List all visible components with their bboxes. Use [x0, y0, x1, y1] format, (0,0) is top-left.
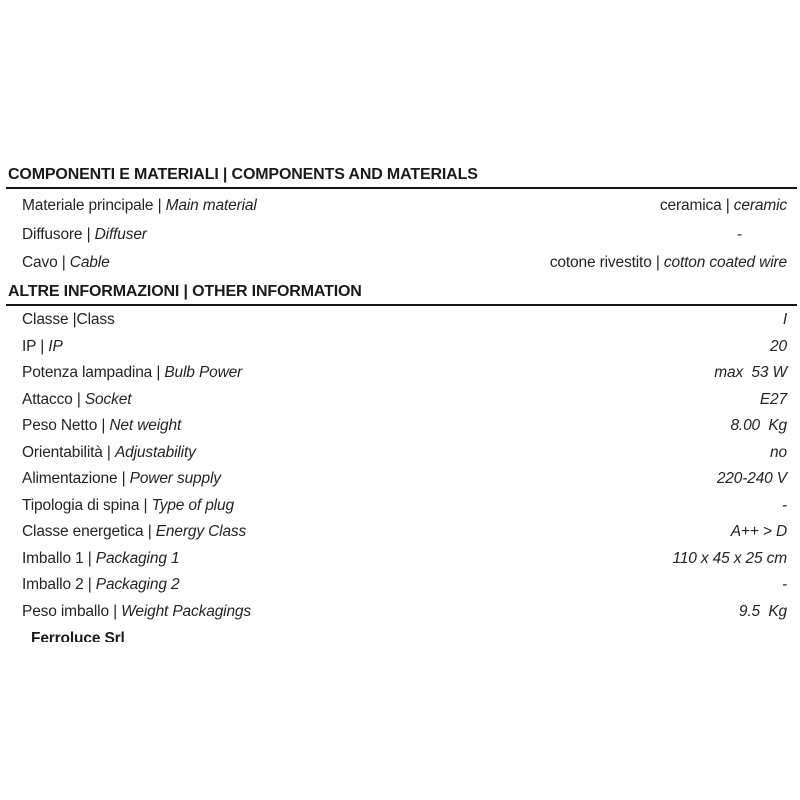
label-english: Class [76, 311, 115, 329]
spec-row-weight-packagings [0, 599, 800, 626]
section-components-materials [0, 192, 800, 278]
label-english: Power supply [129, 470, 221, 488]
spec-row-bulb-power [0, 360, 800, 387]
spec-value: no [770, 443, 787, 461]
label-english: IP [48, 337, 63, 355]
section-other-information [0, 307, 800, 625]
label-separator: | [102, 443, 115, 461]
label-english: Bulb Power [164, 364, 243, 382]
label-english: Adjustability [114, 443, 196, 461]
spec-row-cable [0, 249, 800, 278]
spec-label [22, 417, 181, 435]
spec-value: 220-240 V [716, 470, 787, 488]
spec-label [22, 444, 196, 462]
spec-value: I [782, 311, 787, 329]
label-separator: | [143, 523, 156, 541]
label-english: Packaging 1 [95, 549, 180, 567]
spec-row-energy-class [0, 519, 800, 546]
label-italian: Peso imballo [22, 602, 109, 620]
label-italian: Imballo 1 [22, 549, 84, 567]
spec-row-power-supply [0, 466, 800, 493]
spec-label [22, 523, 246, 541]
spec-label [22, 576, 179, 594]
spec-label [22, 550, 179, 568]
label-english: Packaging 2 [95, 576, 180, 594]
label-italian: Imballo 2 [22, 576, 84, 594]
spec-row-class [0, 307, 800, 334]
spec-label [22, 603, 251, 621]
spec-value: - [781, 576, 787, 594]
spec-row-socket [0, 387, 800, 414]
label-separator: | [108, 602, 122, 620]
label-separator: | [82, 225, 95, 243]
label-separator: | [152, 364, 165, 382]
label-english: Cable [69, 254, 110, 272]
spec-label [22, 197, 257, 215]
label-english: Socket [84, 390, 132, 408]
spec-row-main-material [0, 192, 800, 221]
spec-value: A++ > D [730, 523, 787, 541]
label-separator: | [57, 254, 70, 272]
spec-row-diffuser [0, 221, 800, 250]
label-separator: | [36, 337, 49, 355]
spec-value: 8.00 Kg [730, 417, 787, 435]
label-italian: Diffusore [22, 225, 83, 243]
label-separator: | [72, 390, 85, 408]
spec-row-packaging-1 [0, 546, 800, 573]
spec-value: 20 [770, 337, 787, 355]
value-italian: cotone rivestito [549, 254, 652, 272]
section-header-components-materials: COMPONENTI E MATERIALI | COMPONENTS AND MATERIALS [6, 166, 797, 189]
label-separator: | [83, 576, 96, 594]
value-separator: | [651, 254, 664, 272]
label-italian: Peso Netto [22, 417, 98, 435]
spec-value: - [781, 496, 787, 514]
label-italian: IP [22, 337, 37, 355]
label-italian: Tipologia di spina [22, 496, 140, 514]
label-italian: Classe energetica [22, 523, 144, 541]
spec-label [22, 470, 221, 488]
spec-value [660, 197, 787, 215]
spec-value: 110 x 45 x 25 cm [672, 549, 787, 567]
label-english: Net weight [109, 417, 182, 435]
value-italian: ceramica [659, 197, 722, 215]
spec-row-ip [0, 334, 800, 361]
spec-row-packaging-2 [0, 572, 800, 599]
spec-value: 9.5 Kg [738, 602, 787, 620]
label-italian: Attacco [22, 390, 73, 408]
label-separator: | [97, 417, 110, 435]
label-english: Weight Packagings [121, 602, 252, 620]
spec-row-adjustability [0, 440, 800, 467]
label-italian: Orientabilità [22, 443, 103, 461]
spec-label [22, 364, 242, 382]
label-english: Type of plug [151, 496, 234, 514]
value-english: cotton coated wire [663, 254, 787, 272]
spec-value: E27 [759, 390, 787, 408]
label-separator: | [83, 549, 96, 567]
spec-value [550, 254, 787, 272]
label-english: Diffuser [94, 225, 147, 243]
value-separator: | [721, 197, 734, 215]
spec-value: - [736, 225, 742, 243]
spec-label [22, 226, 147, 244]
section-header-other-information: ALTRE INFORMAZIONI | OTHER INFORMATION [6, 283, 797, 306]
label-english: Main material [165, 197, 257, 215]
spec-row-net-weight [0, 413, 800, 440]
label-italian: Materiale principale [22, 197, 154, 215]
spec-value: max 53 W [714, 364, 787, 382]
label-italian: Cavo [22, 254, 58, 272]
label-italian: Alimentazione [22, 470, 118, 488]
label-separator: | [139, 496, 152, 514]
label-italian: Potenza lampadina [22, 364, 153, 382]
label-italian: Classe [22, 311, 69, 329]
spec-label [22, 391, 131, 409]
label-separator: | [68, 311, 77, 329]
footer-company-name-clipped: Ferroluce Srl [31, 630, 125, 642]
spec-label [22, 254, 110, 272]
value-english: ceramic [733, 197, 787, 215]
spec-label [22, 497, 234, 515]
label-english: Energy Class [155, 523, 247, 541]
spec-label [22, 311, 115, 329]
label-separator: | [153, 197, 166, 215]
label-separator: | [117, 470, 130, 488]
spec-label [22, 338, 63, 356]
spec-row-type-of-plug [0, 493, 800, 520]
